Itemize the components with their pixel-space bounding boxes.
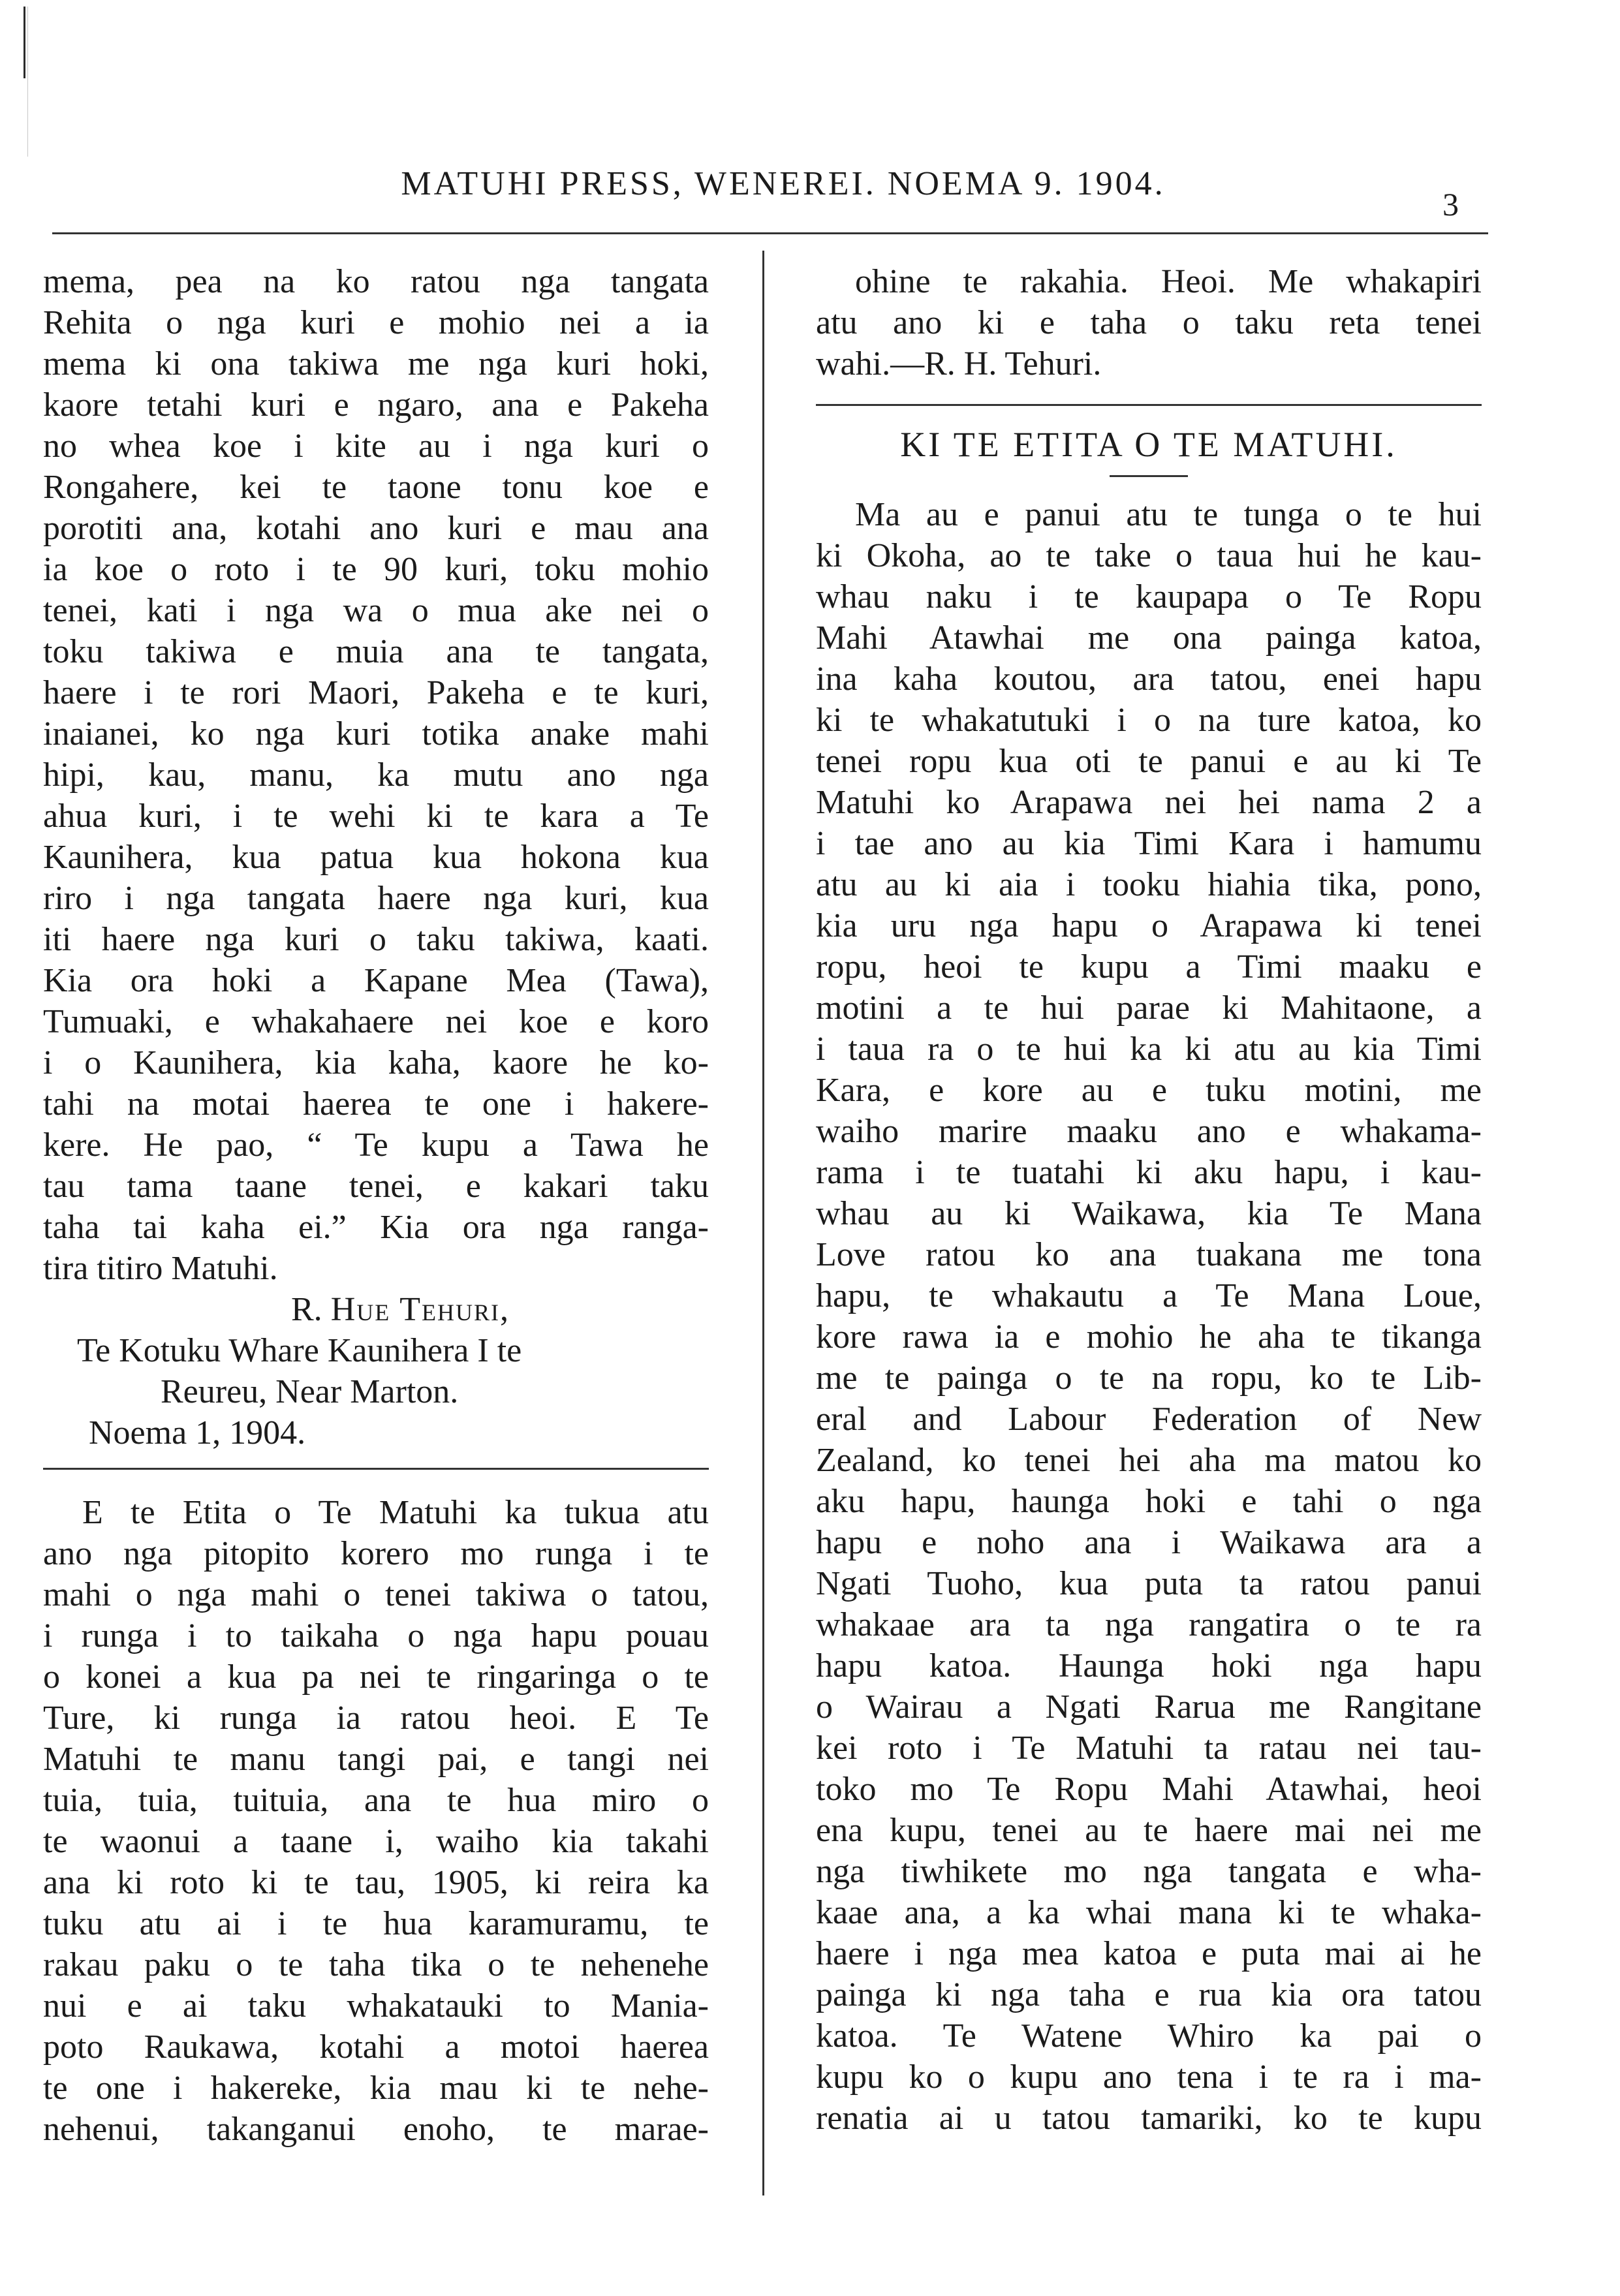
text-line: whau au ki Waikawa, kia Te Mana — [816, 1195, 1482, 1232]
text-line: Rongahere, kei te taone tonu koe e — [43, 469, 709, 506]
text-line: kere. He pao, “ Te kupu a Tawa he — [43, 1126, 709, 1164]
text-line: Matuhi te manu tangi pai, e tangi nei — [43, 1741, 709, 1778]
page-number: 3 — [1442, 186, 1459, 223]
title-rule — [1110, 475, 1188, 477]
text-line: motini a te hui parae ki Mahitaone, a — [816, 989, 1482, 1027]
text-line: ki te whakatutuki i o na ture katoa, ko — [816, 702, 1482, 739]
running-head: MATUHI PRESS, WENEREI. NOEMA 9. 1904. — [401, 165, 1166, 202]
text-line: Kara, e kore au e tuku motini, me — [816, 1072, 1482, 1109]
text-line: atu au ki aia i tooku hiahia tika, pono, — [816, 866, 1482, 903]
text-line: eral and Labour Federation of New — [816, 1401, 1482, 1438]
text-line: hipi, kau, manu, ka mutu ano nga — [43, 756, 709, 794]
text-line: nga tiwhikete mo nga tangata e wha- — [816, 1853, 1482, 1890]
text-line: kupu ko o kupu ano tena i te ra i ma- — [816, 2058, 1482, 2096]
text-line: Ngati Tuoho, kua puta ta ratou panui — [816, 1565, 1482, 1602]
text-line: Ma au e panui atu te tunga o te hui — [855, 496, 1482, 533]
text-line: ropu, heoi te kupu a Timi maaku e — [816, 948, 1482, 985]
text-line: waiho marire maaku ano e whakama- — [816, 1113, 1482, 1150]
text-line: atu ano ki e taha o taku reta tenei — [816, 304, 1482, 341]
text-line: E te Etita o Te Matuhi ka tukua atu — [82, 1494, 709, 1531]
column-divider — [762, 251, 764, 2195]
text-line: Rehita o nga kuri e mohio nei a ia — [43, 304, 709, 341]
binding-edge-line — [27, 7, 28, 157]
text-line: te one i hakereke, kia mau ki te nehe- — [43, 2070, 709, 2107]
article-separator — [816, 404, 1482, 406]
text-line: hapu katoa. Haunga hoki nga hapu — [816, 1647, 1482, 1684]
signature-block — [43, 1289, 709, 1453]
text-line: wahi.—R. H. Tehuri. — [816, 345, 1102, 382]
text-line: o Wairau a Ngati Rarua me Rangitane — [816, 1688, 1482, 1726]
text-line: whau naku i te kaupapa o Te Ropu — [816, 578, 1482, 615]
text-line: Mahi Atawhai me ona painga katoa, — [816, 619, 1482, 657]
text-line: renatia ai u tatou tamariki, ko te kupu — [816, 2100, 1482, 2137]
text-line: Kia ora hoki a Kapane Mea (Tawa), — [43, 962, 709, 999]
text-line: rakau paku o te taha tika o te nehenehe — [43, 1946, 709, 1983]
text-line: ki Okoha, ao te take o taua hui he kau- — [816, 537, 1482, 574]
text-line: ina kaha koutou, ara tatou, enei hapu — [816, 660, 1482, 698]
text-line: rama i te tuatahi ki aku hapu, i kau- — [816, 1154, 1482, 1191]
signature-address-1: Te Kotuku Whare Kaunihera I te — [77, 1332, 522, 1369]
left-paragraph-2 — [43, 1492, 709, 2150]
text-line: mema, pea na ko ratou nga tangata — [43, 263, 709, 300]
text-line: no whea koe i kite au i nga kuri o — [43, 427, 709, 465]
text-line: kia uru nga hapu o Arapawa ki tenei — [816, 907, 1482, 944]
text-line: toku takiwa e muia ana te tangata, — [43, 633, 709, 670]
text-line: haere i nga mea katoa e puta mai ai he — [816, 1935, 1482, 1972]
text-line: Tumuaki, e whakahaere nei koe e koro — [43, 1003, 709, 1040]
text-line: ahua kuri, i te wehi ki te kara a Te — [43, 798, 709, 835]
text-line: tira titiro Matuhi. — [43, 1250, 278, 1287]
text-line: tuia, tuia, tuituia, ana te hua miro o — [43, 1782, 709, 1819]
left-paragraph-1 — [43, 261, 709, 1289]
text-line: ana ki roto ki te tau, 1905, ki reira ka — [43, 1864, 709, 1901]
text-line: whakaae ara ta nga rangatira o te ra — [816, 1606, 1482, 1643]
signature-address-2: Reureu, Near Marton. — [161, 1373, 459, 1410]
text-line: katoa. Te Watene Whiro ka pai o — [816, 2017, 1482, 2055]
text-line: ena kupu, tenei au te haere mai nei me — [816, 1812, 1482, 1849]
binding-edge-mark — [23, 7, 25, 78]
text-line: Kaunihera, kua patua kua hokona kua — [43, 839, 709, 876]
text-line: i o Kaunihera, kia kaha, kaore he ko- — [43, 1044, 709, 1081]
text-line: inaianei, ko nga kuri totika anake mahi — [43, 715, 709, 752]
text-line: haere i te rori Maori, Pakeha e te kuri, — [43, 674, 709, 711]
right-column — [816, 261, 1482, 2139]
text-line: i tae ano au kia Timi Kara i hamumu — [816, 825, 1482, 862]
text-line: Love ratou ko ana tuakana me tona — [816, 1236, 1482, 1273]
text-line: ano nga pitopito korero mo runga i te — [43, 1535, 709, 1572]
text-line: kore rawa ia e mohio he aha te tikanga — [816, 1318, 1482, 1356]
text-line: te waonui a taane i, waiho kia takahi — [43, 1823, 709, 1860]
text-line: riro i nga tangata haere nga kuri, kua — [43, 880, 709, 917]
right-paragraph-2 — [816, 494, 1482, 2139]
text-line: me te painga o te na ropu, ko te Lib- — [816, 1359, 1482, 1397]
text-line: iti haere nga kuri o taku takiwa, kaati. — [43, 921, 709, 958]
text-line: tenei, kati i nga wa o mua ake nei o — [43, 592, 709, 629]
text-line: toko mo Te Ropu Mahi Atawhai, heoi — [816, 1771, 1482, 1808]
text-line: o konei a kua pa nei te ringaringa o te — [43, 1658, 709, 1696]
text-line: i taua ra o te hui ka ki atu au kia Timi — [816, 1031, 1482, 1068]
text-line: kaae ana, a ka whai mana ki te whaka- — [816, 1894, 1482, 1931]
text-line: poto Raukawa, kotahi a motoi haerea — [43, 2028, 709, 2066]
text-line: nehenui, takanganui enoho, te marae- — [43, 2111, 709, 2148]
text-line: painga ki nga taha e rua kia ora tatou — [816, 1976, 1482, 2013]
text-line: Zealand, ko tenei hei aha ma matou ko — [816, 1442, 1482, 1479]
text-line: ia koe o roto i te 90 kuri, toku mohio — [43, 551, 709, 588]
left-column — [43, 261, 709, 2150]
text-line: mahi o nga mahi o tenei takiwa o tatou, — [43, 1576, 709, 1613]
text-line: mema ki ona takiwa me nga kuri hoki, — [43, 345, 709, 382]
text-line: hapu e noho ana i Waikawa ara a — [816, 1524, 1482, 1561]
text-line: ohine te rakahia. Heoi. Me whakapiri — [855, 263, 1482, 300]
text-line: nui e ai taku whakatauki to Mania- — [43, 1987, 709, 2025]
text-line: tuku atu ai i te hua karamuramu, te — [43, 1905, 709, 1942]
text-line: kaore tetahi kuri e ngaro, ana e Pakeha — [43, 386, 709, 424]
signature-name: R. Hue Tehuri, — [291, 1291, 510, 1328]
header-rule — [52, 232, 1488, 234]
text-line: tau tama taane tenei, e kakari taku — [43, 1168, 709, 1205]
text-line: tahi na motai haerea te one i hakere- — [43, 1085, 709, 1123]
text-line: Matuhi ko Arapawa nei hei nama 2 a — [816, 784, 1482, 821]
text-line: i runga i to taikaha o nga hapu pouau — [43, 1617, 709, 1654]
text-line: aku hapu, haunga hoki e tahi o nga — [816, 1483, 1482, 1520]
text-line: taha tai kaha ei.” Kia ora nga ranga- — [43, 1209, 709, 1246]
article-separator — [43, 1468, 709, 1470]
text-line: kei roto i Te Matuhi ta ratau nei tau- — [816, 1730, 1482, 1767]
text-line: Ture, ki runga ia ratou heoi. E Te — [43, 1699, 709, 1737]
text-line: porotiti ana, kotahi ano kuri e mau ana — [43, 510, 709, 547]
signature-date: Noema 1, 1904. — [89, 1414, 306, 1451]
right-paragraph-1 — [816, 261, 1482, 384]
text-line: hapu, te whakautu a Te Mana Loue, — [816, 1277, 1482, 1314]
text-line: tenei ropu kua oti te panui e au ki Te — [816, 743, 1482, 780]
section-title: KI TE ETITA O TE MATUHI. — [900, 425, 1397, 464]
